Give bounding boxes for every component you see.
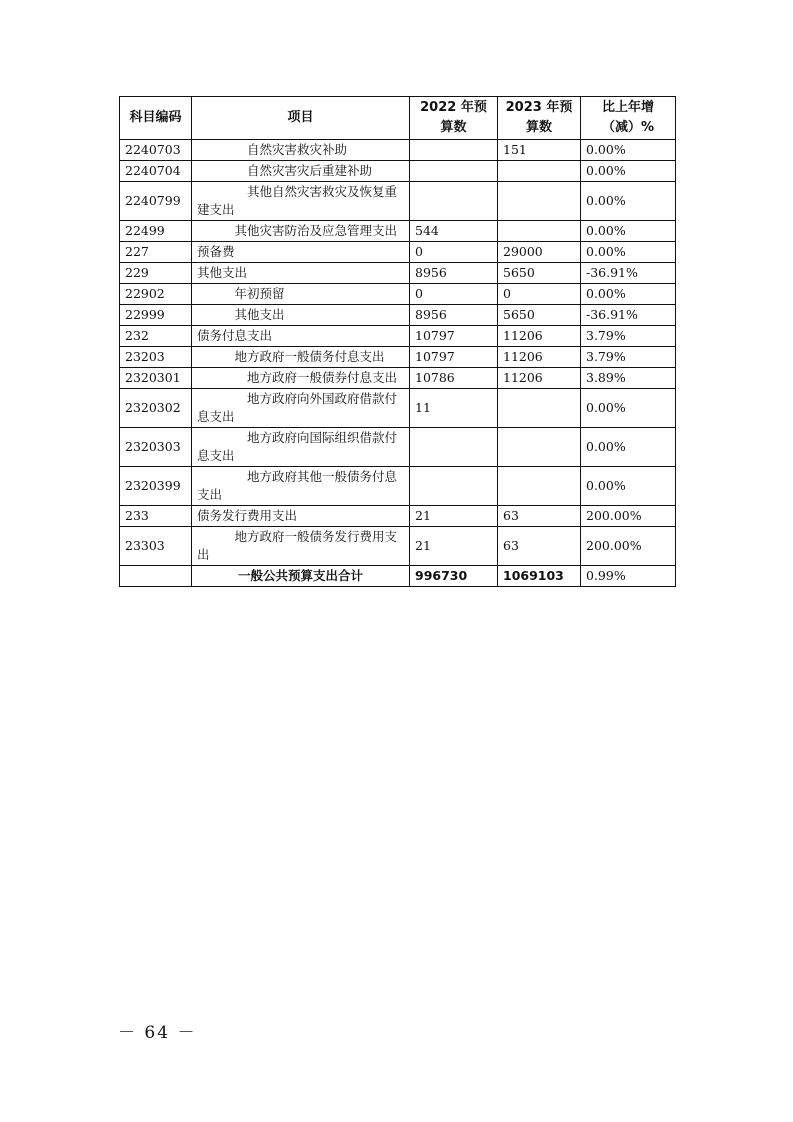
cell-budget-2023: 11206 — [498, 368, 581, 389]
cell-code: 22902 — [120, 284, 192, 305]
item-label: 其他自然灾害救灾及恢复重建支出 — [197, 184, 398, 217]
header-budget-2022: 2022 年预算数 — [410, 97, 498, 140]
cell-change: 0.00% — [581, 284, 676, 305]
cell-budget-2022: 0 — [410, 284, 498, 305]
cell-change: 0.00% — [581, 389, 676, 428]
item-label: 债务付息支出 — [197, 328, 273, 343]
cell-budget-2022: 11 — [410, 389, 498, 428]
item-label: 自然灾害灾后重建补助 — [247, 163, 373, 178]
cell-code: 23303 — [120, 527, 192, 566]
cell-budget-2022: 10797 — [410, 326, 498, 347]
item-label: 其他灾害防治及应急管理支出 — [234, 223, 398, 238]
cell-budget-2023: 11206 — [498, 347, 581, 368]
cell-code: 2320302 — [120, 389, 192, 428]
cell-change: 200.00% — [581, 527, 676, 566]
cell-change: 0.00% — [581, 467, 676, 506]
cell-code: 2320303 — [120, 428, 192, 467]
cell-budget-2022: 10797 — [410, 347, 498, 368]
cell-change: 3.79% — [581, 326, 676, 347]
cell-code: 2320301 — [120, 368, 192, 389]
cell-budget-2022: 544 — [410, 221, 498, 242]
item-label: 自然灾害救灾补助 — [247, 142, 348, 157]
cell-change: 0.00% — [581, 140, 676, 161]
total-row — [120, 566, 676, 587]
total-change: 0.99% — [581, 566, 676, 587]
table-row — [120, 467, 676, 506]
cell-item — [192, 527, 410, 566]
cell-item — [192, 284, 410, 305]
table-row — [120, 182, 676, 221]
cell-budget-2023 — [498, 221, 581, 242]
header-change: 比上年增（减）% — [581, 97, 676, 140]
table-row — [120, 263, 676, 284]
table-row — [120, 161, 676, 182]
table-body — [120, 140, 676, 587]
cell-code: 2320399 — [120, 467, 192, 506]
cell-code: 232 — [120, 326, 192, 347]
cell-item — [192, 326, 410, 347]
cell-budget-2022: 0 — [410, 242, 498, 263]
table-row — [120, 305, 676, 326]
table-row — [120, 284, 676, 305]
cell-change: 0.00% — [581, 161, 676, 182]
table-row — [120, 140, 676, 161]
cell-budget-2022: 21 — [410, 527, 498, 566]
cell-item — [192, 467, 410, 506]
cell-code: 22499 — [120, 221, 192, 242]
cell-budget-2022 — [410, 182, 498, 221]
cell-budget-2022: 10786 — [410, 368, 498, 389]
table-row — [120, 506, 676, 527]
cell-budget-2023: 5650 — [498, 305, 581, 326]
item-label: 地方政府向国际组织借款付息支出 — [197, 430, 398, 463]
cell-item — [192, 242, 410, 263]
cell-item — [192, 347, 410, 368]
cell-item — [192, 389, 410, 428]
cell-change: -36.91% — [581, 263, 676, 284]
cell-budget-2023: 0 — [498, 284, 581, 305]
table-row — [120, 389, 676, 428]
table-row — [120, 347, 676, 368]
table-row — [120, 428, 676, 467]
cell-budget-2023: 29000 — [498, 242, 581, 263]
cell-item — [192, 506, 410, 527]
cell-budget-2023: 5650 — [498, 263, 581, 284]
cell-budget-2022 — [410, 161, 498, 182]
cell-code: 233 — [120, 506, 192, 527]
total-budget-2022: 996730 — [410, 566, 498, 587]
cell-budget-2023 — [498, 467, 581, 506]
item-label: 其他支出 — [234, 307, 285, 322]
cell-budget-2023: 63 — [498, 527, 581, 566]
cell-change: 3.79% — [581, 347, 676, 368]
total-item: 一般公共预算支出合计 — [192, 566, 410, 587]
table-row — [120, 527, 676, 566]
cell-budget-2023: 151 — [498, 140, 581, 161]
table-row — [120, 368, 676, 389]
cell-item — [192, 140, 410, 161]
cell-budget-2023 — [498, 161, 581, 182]
item-label: 地方政府一般债务付息支出 — [234, 349, 385, 364]
cell-code: 2240703 — [120, 140, 192, 161]
cell-code: 2240799 — [120, 182, 192, 221]
item-label: 其他支出 — [197, 265, 248, 280]
cell-code: 229 — [120, 263, 192, 284]
cell-code: 227 — [120, 242, 192, 263]
header-item: 项目 — [192, 97, 410, 140]
cell-budget-2022: 8956 — [410, 263, 498, 284]
cell-item — [192, 263, 410, 284]
cell-item — [192, 161, 410, 182]
cell-code: 22999 — [120, 305, 192, 326]
cell-budget-2022: 8956 — [410, 305, 498, 326]
cell-budget-2023 — [498, 182, 581, 221]
cell-change: 200.00% — [581, 506, 676, 527]
cell-budget-2023 — [498, 428, 581, 467]
item-label: 债务发行费用支出 — [197, 508, 298, 523]
item-label: 地方政府一般债券付息支出 — [247, 370, 398, 385]
cell-code: 2240704 — [120, 161, 192, 182]
header-code: 科目编码 — [120, 97, 192, 140]
item-label: 地方政府向外国政府借款付息支出 — [197, 391, 398, 424]
cell-change: 3.89% — [581, 368, 676, 389]
cell-item — [192, 368, 410, 389]
cell-change: 0.00% — [581, 242, 676, 263]
table-row — [120, 326, 676, 347]
cell-budget-2023: 63 — [498, 506, 581, 527]
cell-code: 23203 — [120, 347, 192, 368]
cell-budget-2023 — [498, 389, 581, 428]
item-label: 预备费 — [197, 244, 235, 259]
total-code — [120, 566, 192, 587]
header-budget-2023: 2023 年预算数 — [498, 97, 581, 140]
cell-budget-2023: 11206 — [498, 326, 581, 347]
cell-budget-2022 — [410, 467, 498, 506]
cell-change: -36.91% — [581, 305, 676, 326]
cell-budget-2022 — [410, 140, 498, 161]
cell-change: 0.00% — [581, 428, 676, 467]
item-label: 地方政府一般债务发行费用支出 — [197, 529, 398, 562]
table-row — [120, 221, 676, 242]
cell-item — [192, 221, 410, 242]
page-number: － 64 － — [118, 1023, 197, 1043]
table-header-row — [120, 97, 676, 140]
table-row — [120, 242, 676, 263]
item-label: 年初预留 — [234, 286, 285, 301]
cell-budget-2022 — [410, 428, 498, 467]
item-label: 地方政府其他一般债务付息支出 — [197, 469, 398, 502]
total-budget-2023: 1069103 — [498, 566, 581, 587]
cell-budget-2022: 21 — [410, 506, 498, 527]
cell-change: 0.00% — [581, 182, 676, 221]
budget-expenditure-table — [119, 96, 676, 587]
cell-item — [192, 182, 410, 221]
cell-item — [192, 428, 410, 467]
cell-item — [192, 305, 410, 326]
cell-change: 0.00% — [581, 221, 676, 242]
